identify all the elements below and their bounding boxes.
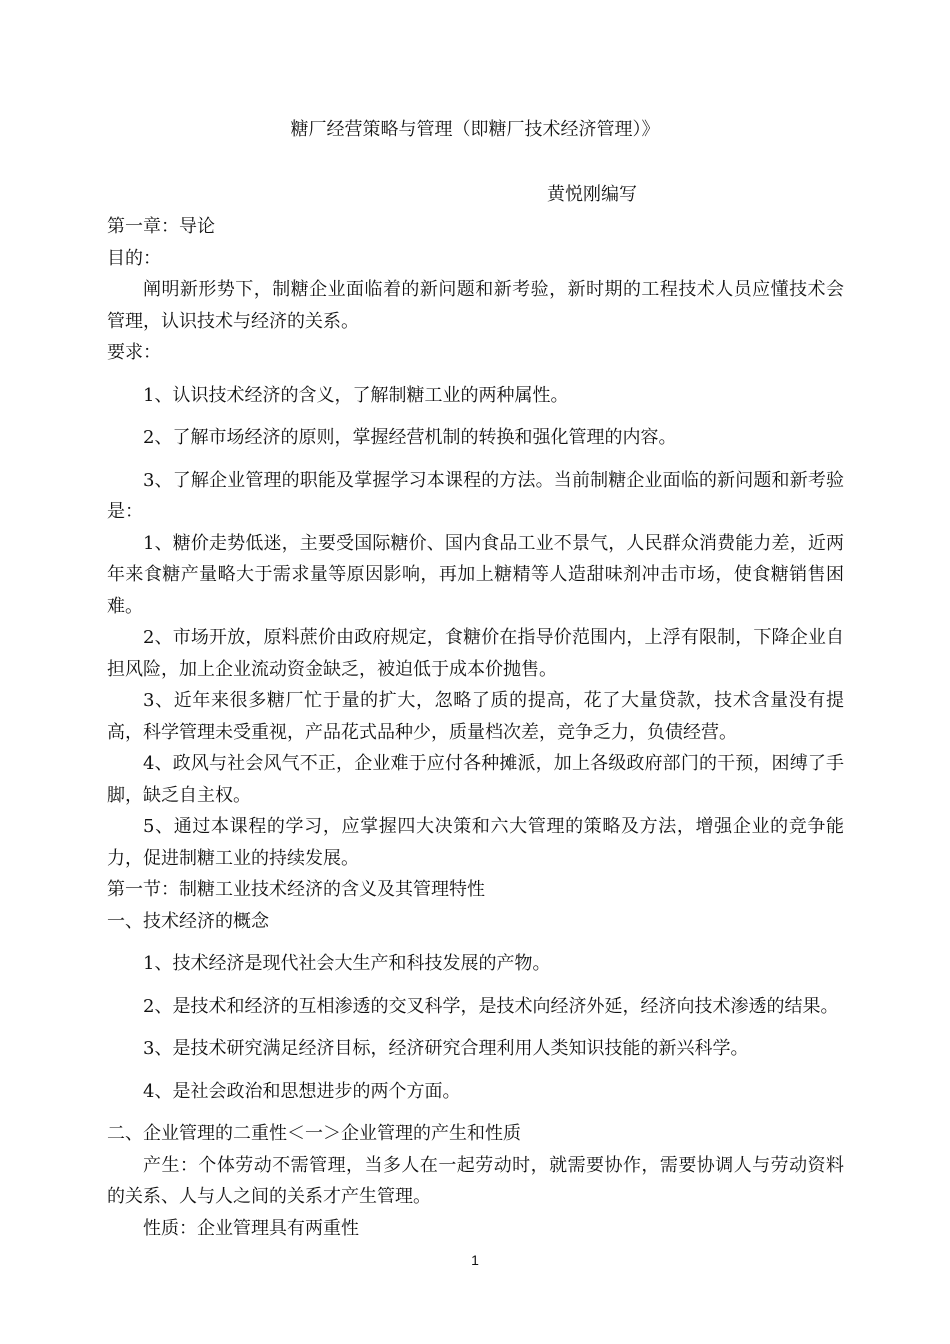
page-number: 1	[471, 1252, 479, 1268]
paragraph: 第一节：制糖工业技术经济的含义及其管理特性	[107, 879, 485, 900]
paragraph: 二、企业管理的二重性＜一＞企业管理的产生和性质	[107, 1123, 521, 1144]
paragraph: 1、糖价走势低迷，主要受国际糖价、国内食品工业不景气，人民群众消费能力差，近两年来食糖产量略大于需求量等原因影响，再加上糖精等人造甜味剂冲击市场，使食糖销售困难。	[107, 532, 844, 617]
paragraph: 一、技术经济的概念	[107, 910, 269, 932]
paragraph: 3、了解企业管理的职能及掌握学习本课程的方法。当前制糖企业面临的新问题和新考验是：	[107, 469, 844, 522]
document-title: 糖厂经营策略与管理（即糖厂技术经济管理）》	[290, 119, 660, 140]
paragraph: 2、是技术和经济的互相渗透的交叉科学，是技术向经济外延，经济向技术渗透的结果。	[143, 995, 839, 1017]
paragraph: 1、技术经济是现代社会大生产和科技发展的产物。	[143, 953, 551, 974]
paragraph: 3、是技术研究满足经济目标，经济研究合理利用人类知识技能的新兴科学。	[143, 1038, 749, 1059]
paragraph: 1、认识技术经济的含义，了解制糖工业的两种属性。	[143, 384, 569, 406]
paragraph: 第一章：导论	[107, 216, 215, 237]
paragraph: 5、通过本课程的学习，应掌握四大决策和六大管理的策略及方法，增强企业的竞争能力，促进制糖工业的持续发展。	[107, 816, 844, 869]
paragraph: 阐明新形势下，制糖企业面临着的新问题和新考验，新时期的工程技术人员应懂技术会管理，认识技术与经济的关系。	[107, 279, 844, 332]
paragraph: 2、了解市场经济的原则，掌握经营机制的转换和强化管理的内容。	[143, 427, 677, 448]
paragraph: 目的：	[107, 247, 161, 269]
paragraph: 要求：	[107, 342, 161, 363]
paragraph: 产生：个体劳动不需管理，当多人在一起劳动时，就需要协作，需要协调人与劳动资料的关系、人与人之间的关系才产生管理。	[107, 1154, 844, 1207]
document-body	[107, 211, 844, 1244]
paragraph: 性质：企业管理具有两重性	[143, 1217, 359, 1239]
author-line: 黄悦刚编写	[547, 184, 637, 205]
paragraph: 4、是社会政治和思想进步的两个方面。	[143, 1080, 461, 1102]
paragraph: 4、政风与社会风气不正，企业难于应付各种摊派，加上各级政府部门的干预，困缚了手脚，缺乏自主权。	[107, 753, 844, 806]
paragraph: 2、市场开放，原料蔗价由政府规定，食糖价在指导价范围内，上浮有限制，下降企业自担风险，加上企业流动资金缺乏，被迫低于成本价抛售。	[107, 627, 844, 680]
paragraph: 3、近年来很多糖厂忙于量的扩大，忽略了质的提高，花了大量贷款，技术含量没有提高，科学管理未受重视，产品花式品种少，质量档次差，竞争乏力，负债经营。	[107, 690, 844, 743]
